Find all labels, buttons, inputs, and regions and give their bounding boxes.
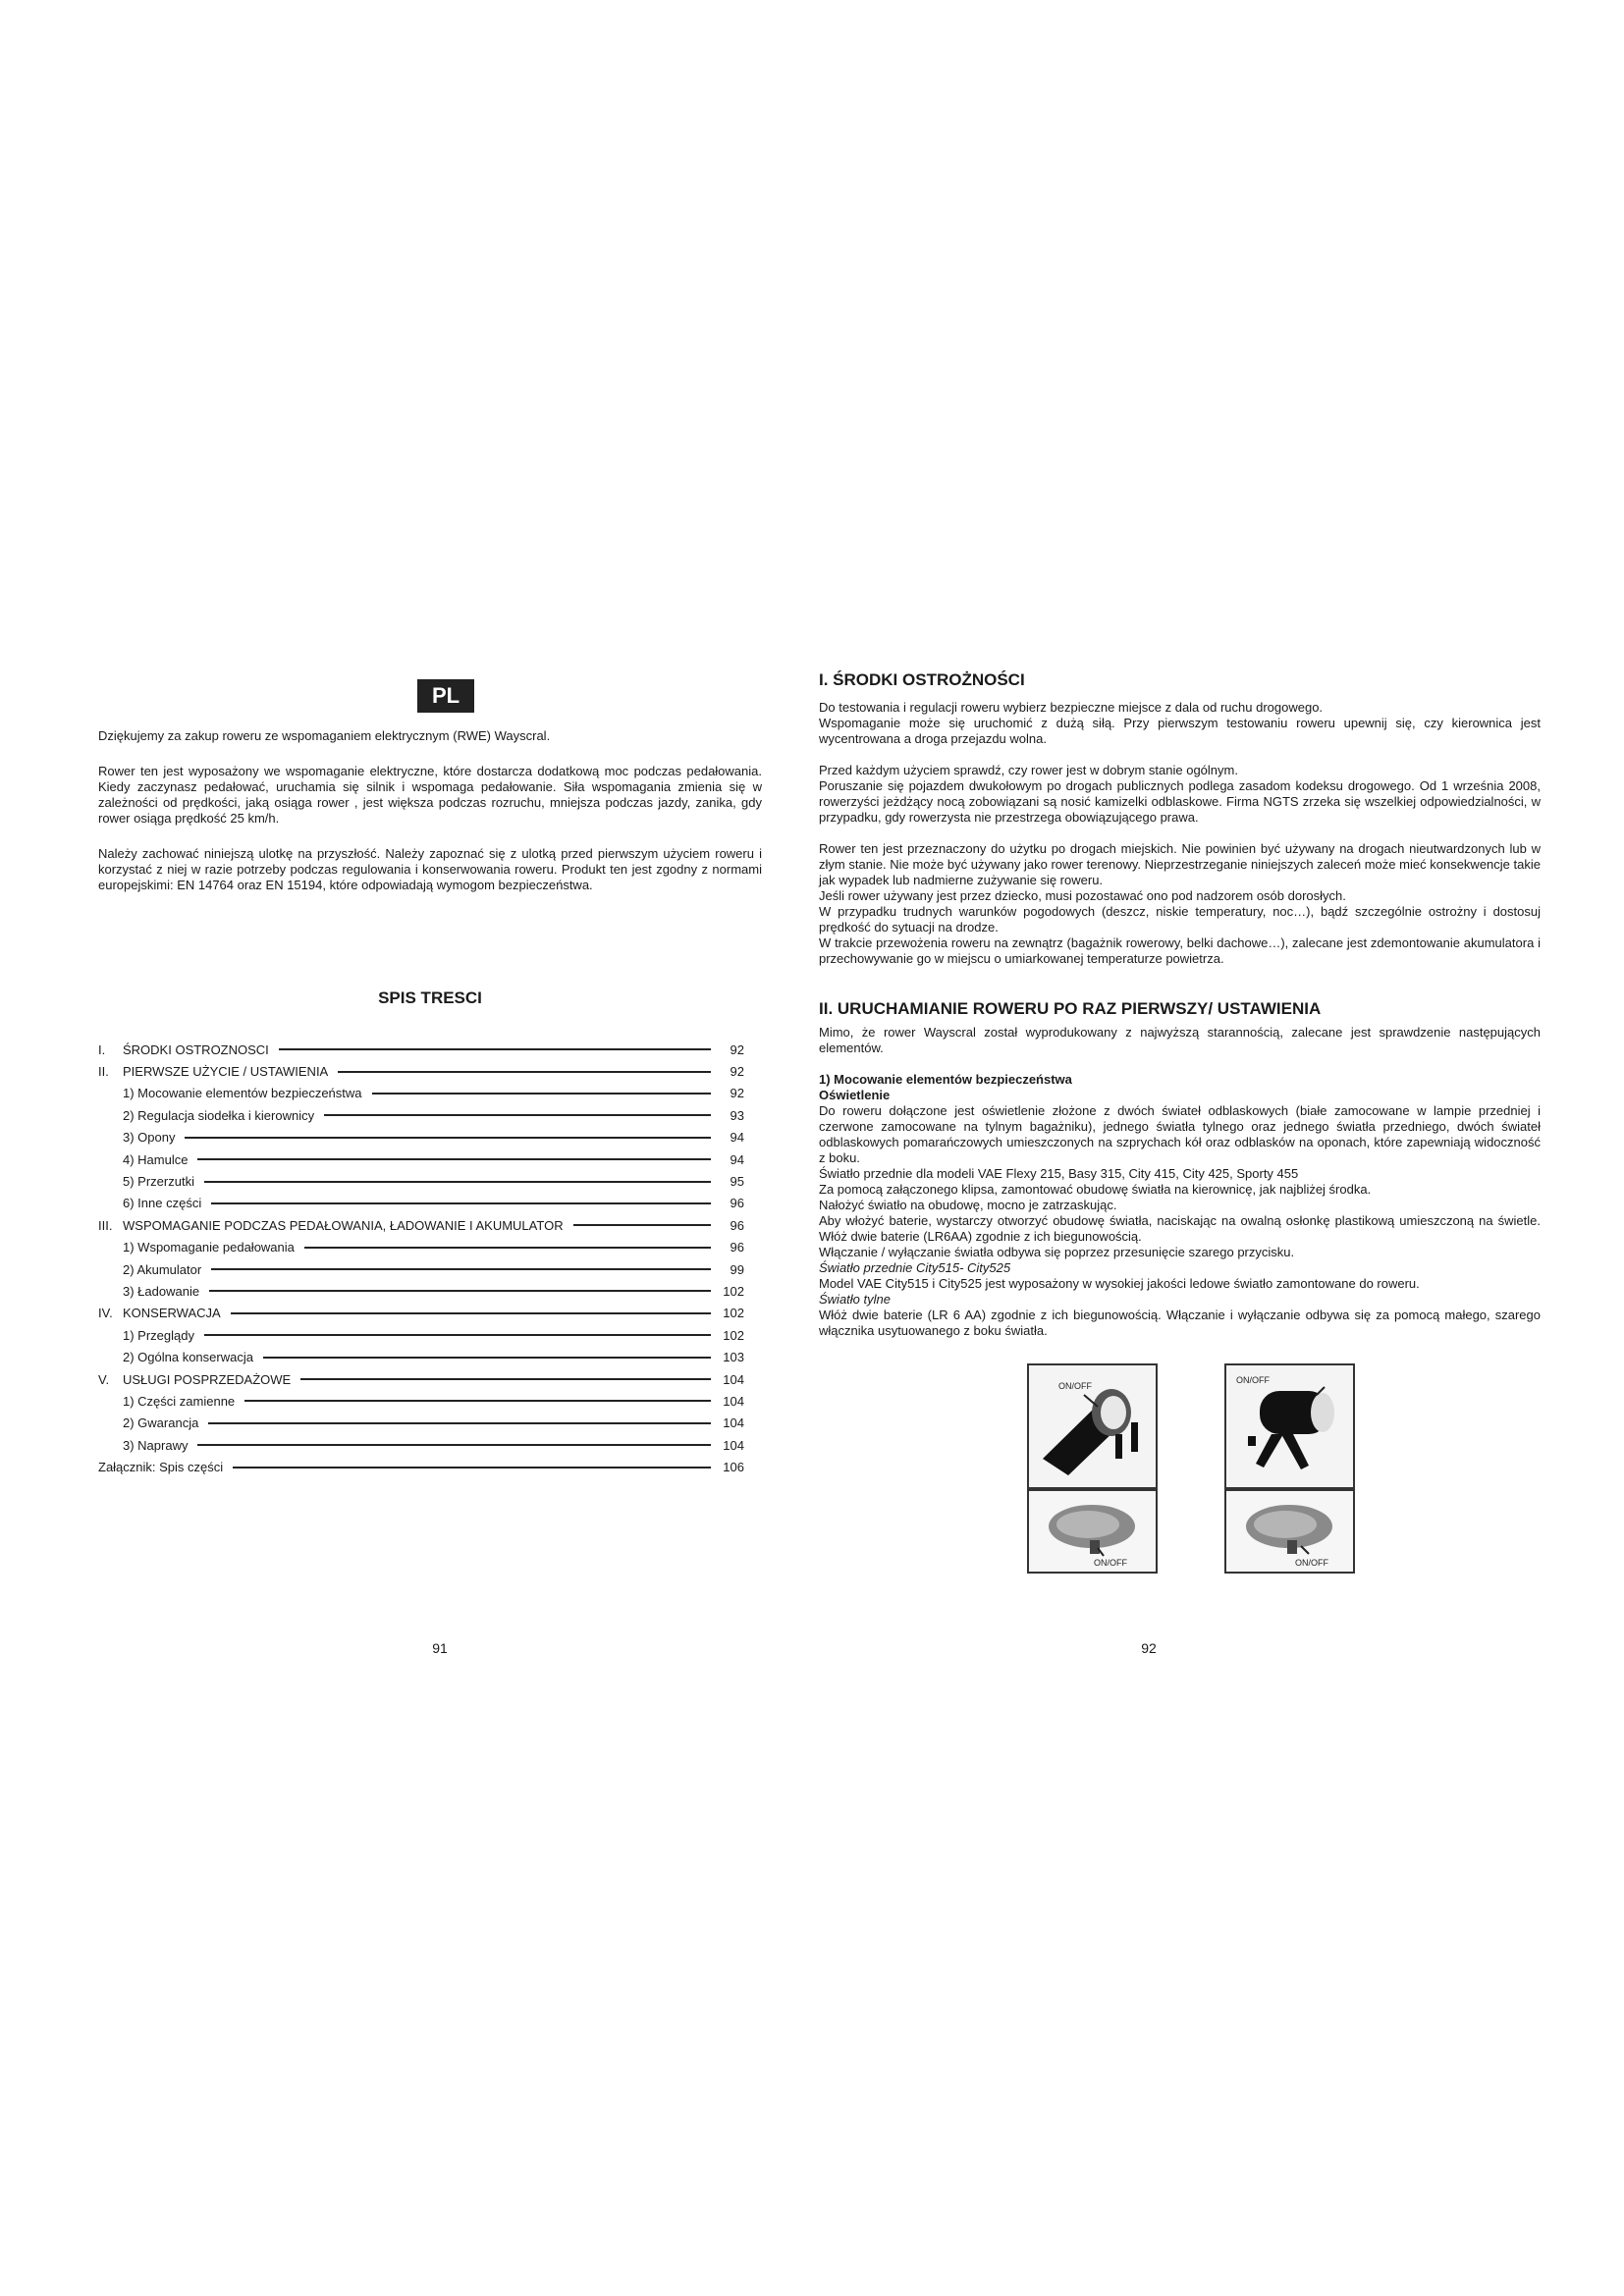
toc-leader-line [211, 1268, 711, 1270]
subsection-1-title: 1) Mocowanie elementów bezpieczeństwa [819, 1072, 1072, 1087]
section-1-paragraph: Rower ten jest przeznaczony do użytku po drogach miejskich. Nie powinien być używany na drogach nieutwardzonych lub w złym stanie. Nie może być używany jako rower terenowy. Nieprzestrzeganie niniejszych zaleceń może mieć konsekwencje takie jak wypadek lub nadmierne zużywanie się roweru. [819, 841, 1541, 887]
toc-row [98, 1237, 744, 1258]
toc-leader-line [204, 1181, 711, 1183]
toc-label: 3) Ładowanie [123, 1283, 200, 1299]
toc-label: Załącznik: Spis części [98, 1460, 224, 1475]
toc-number: IV. [98, 1306, 113, 1321]
section-1-body [819, 700, 1541, 967]
lighting-heading: Oświetlenie [819, 1088, 891, 1102]
toc-row [98, 1413, 744, 1434]
toc-page: 92 [730, 1086, 744, 1101]
toc-page: 104 [723, 1393, 744, 1409]
toc-leader-line [304, 1247, 711, 1249]
toc-leader-line [263, 1357, 711, 1359]
lighting-paragraph: Włóż dwie baterie (LR 6 AA) zgodnie z ich biegunowością. Włączanie i wyłączanie odbywa się za pomocą małego, szarego włącznika usytuowanego z boku światła. [819, 1308, 1541, 1338]
toc-label: 1) Przeglądy [123, 1327, 194, 1343]
toc-label: 2) Akumulator [123, 1261, 202, 1277]
section-1-paragraph: Do testowania i regulacji roweru wybierz bezpieczne miejsce z dala od ruchu drogowego. [819, 700, 1324, 715]
toc-row [98, 1280, 744, 1302]
toc-page: 104 [723, 1371, 744, 1387]
intro-paragraph-3: Należy zachować niniejszą ulotkę na przyszłość. Należy zapoznać się z ulotką przed pierwszym użyciem roweru i korzystać z niej w razie potrzeby podczas regulowania i konserwowania roweru. Produkt ten jest zgodny z normami europejskimi: EN 14764 oraz EN 15194, które odpowiadają wymogom bezpieczeństwa. [98, 846, 762, 892]
on-off-label: ON/OFF [1094, 1558, 1127, 1568]
toc-leader-line [204, 1334, 711, 1336]
toc-leader-line [209, 1290, 711, 1292]
lighting-paragraph: Aby włożyć baterie, wystarczy otworzyć obudowę światła, naciskając na owalną osłonkę plastikową umieszczoną na świetle. Włóż dwie baterie (LR6AA) zgodnie z ich biegunowością. [819, 1213, 1541, 1244]
section-2-intro: Mimo, że rower Wayscral został wyprodukowany z najwyższą starannością, zalecane jest sprawdzenie następujących elementów. [819, 1025, 1541, 1055]
toc-page: 102 [723, 1327, 744, 1343]
toc-page: 92 [730, 1041, 744, 1057]
lighting-paragraph: Nałożyć światło na obudowę, mocno je zatrzaskując. [819, 1198, 1117, 1212]
lighting-paragraph: Światło tylne [819, 1292, 891, 1307]
toc-label: ŚRODKI OSTROZNOSCI [123, 1041, 269, 1057]
toc-number: V. [98, 1371, 110, 1387]
toc-label: PIERWSZE UŻYCIE / USTAWIENIA [123, 1064, 329, 1080]
table-of-contents [98, 1039, 744, 1478]
toc-label: WSPOMAGANIE PODCZAS PEDAŁOWANIA, ŁADOWANIE I AKUMULATOR [123, 1217, 564, 1233]
front-light-photo-2 [1224, 1363, 1355, 1489]
intro-paragraph-2: Rower ten jest wyposażony we wspomaganie elektryczne, które dostarcza dodatkową moc podczas pedałowania. Kiedy zaczynasz pedałować, uruchamia się silnik i wspomaga pedałowanie. Siła wspomagania zmienia się w zależności od prędkości, jaką osiąga rower , jest większa podczas rozruchu, mniejsza podczas jazdy, zanika, gdy rower osiąga prędkość 25 km/h. [98, 764, 762, 826]
lighting-text [819, 1103, 1541, 1339]
page-number-left: 91 [432, 1640, 448, 1656]
toc-leader-line [573, 1224, 711, 1226]
toc-label: 1) Mocowanie elementów bezpieczeństwa [123, 1086, 362, 1101]
toc-row [98, 1303, 744, 1324]
toc-label: 2) Ogólna konserwacja [123, 1350, 253, 1365]
toc-leader-line [197, 1444, 711, 1446]
toc-number: II. [98, 1064, 109, 1080]
toc-label: 1) Wspomaganie pedałowania [123, 1240, 295, 1255]
toc-label: 3) Opony [123, 1130, 176, 1146]
toc-row [98, 1346, 744, 1367]
toc-page: 94 [730, 1130, 744, 1146]
section-1-paragraph: Jeśli rower używany jest przez dziecko, musi pozostawać ono pod nadzorem osób dorosłych. [819, 888, 1346, 903]
toc-page: 94 [730, 1151, 744, 1167]
toc-label: 4) Hamulce [123, 1151, 189, 1167]
section-1-paragraph: W trakcie przewożenia roweru na zewnątrz (bagażnik rowerowy, belki dachowe…), zalecane jest zdemontowanie akumulatora i przechowywanie go w miejscu o umiarkowanej temperaturze powietrza. [819, 935, 1541, 966]
toc-label: USŁUGI POSPRZEDAŻOWE [123, 1371, 292, 1387]
toc-row [98, 1148, 744, 1170]
toc-page: 92 [730, 1064, 744, 1080]
toc-leader-line [300, 1378, 711, 1380]
toc-leader-line [211, 1202, 711, 1204]
section-1-paragraph: Wspomaganie może się uruchomić z dużą siłą. Przy pierwszym testowaniu roweru upewnij się, czy kierownica jest wycentrowana a droga przejazdu wolna. [819, 716, 1541, 746]
toc-row [98, 1214, 744, 1236]
toc-row [98, 1127, 744, 1148]
toc-page: 96 [730, 1196, 744, 1211]
section-2-title: II. URUCHAMIANIE ROWERU PO RAZ PIERWSZY/ USTAWIENIA [819, 999, 1322, 1018]
toc-label: 2) Gwarancja [123, 1415, 199, 1431]
lighting-paragraph: Światło przednie dla modeli VAE Flexy 215, Basy 315, City 415, City 425, Sporty 455 [819, 1166, 1299, 1181]
toc-page: 96 [730, 1217, 744, 1233]
rear-light-photo-2 [1224, 1489, 1355, 1574]
toc-leader-line [197, 1158, 711, 1160]
toc-page: 102 [723, 1283, 744, 1299]
toc-page: 106 [723, 1460, 744, 1475]
section-1-paragraph: W przypadku trudnych warunków pogodowych (deszcz, niskie temperatury, noc…), bądź szczególnie ostrożny i dostosuj prędkość do sytuacji na drodze. [819, 904, 1541, 934]
toc-leader-line [244, 1400, 711, 1402]
toc-row [98, 1060, 744, 1082]
section-1-title: I. ŚRODKI OSTROŻNOŚCI [819, 670, 1025, 689]
lighting-paragraph: Włączanie / wyłączanie światła odbywa się poprzez przesunięcie szarego przycisku. [819, 1245, 1295, 1259]
toc-label: KONSERWACJA [123, 1306, 221, 1321]
toc-row [98, 1039, 744, 1060]
toc-page: 103 [723, 1350, 744, 1365]
toc-row [98, 1368, 744, 1390]
toc-label: 6) Inne części [123, 1196, 202, 1211]
intro-paragraph-1: Dziękujemy za zakup roweru ze wspomaganiem elektrycznym (RWE) Wayscral. [98, 728, 551, 743]
toc-page: 93 [730, 1107, 744, 1123]
toc-page: 95 [730, 1174, 744, 1190]
toc-row [98, 1390, 744, 1412]
toc-page: 104 [723, 1437, 744, 1453]
toc-leader-line [185, 1137, 711, 1139]
toc-row [98, 1324, 744, 1346]
toc-label: 5) Przerzutki [123, 1174, 194, 1190]
on-off-label: ON/OFF [1295, 1558, 1328, 1568]
toc-number: I. [98, 1041, 106, 1057]
toc-page: 99 [730, 1261, 744, 1277]
toc-leader-line [324, 1114, 711, 1116]
toc-row [98, 1456, 744, 1477]
toc-leader-line [338, 1071, 711, 1073]
toc-row [98, 1083, 744, 1104]
lighting-paragraph: Model VAE City515 i City525 jest wyposażony w wysokiej jakości ledowe światło zamontowane do roweru. [819, 1276, 1420, 1291]
section-1-paragraph: Przed każdym użyciem sprawdź, czy rower jest w dobrym stanie ogólnym. [819, 763, 1238, 777]
toc-page: 102 [723, 1306, 744, 1321]
language-badge: PL [417, 679, 474, 713]
front-light-photo-1 [1027, 1363, 1158, 1489]
toc-title: SPIS TRESCI [378, 988, 482, 1007]
on-off-label: ON/OFF [1236, 1375, 1270, 1385]
lighting-paragraph: Do roweru dołączone jest oświetlenie złożone z dwóch świateł odblaskowych (białe zamocowane w lampie przedniej i czerwone zamocowane na tylnym bagażniku), jednego światła tylnego oraz jednego światła przedniego, dwóch świateł odblaskowych pomarańczowych umieszczonych na szprychach kół oraz odblasków na oponach, które zapewniają widoczność z boku. [819, 1103, 1541, 1165]
lighting-paragraph: Za pomocą załączonego klipsa, zamontować obudowę światła na kierownicę, jak najbliżej środka. [819, 1182, 1372, 1197]
right-page [812, 0, 1624, 2296]
toc-row [98, 1434, 744, 1456]
toc-number: III. [98, 1217, 113, 1233]
toc-page: 96 [730, 1240, 744, 1255]
page-number-right: 92 [1141, 1640, 1157, 1656]
intro-text [98, 728, 762, 913]
toc-leader-line [231, 1312, 711, 1314]
on-off-label: ON/OFF [1058, 1381, 1092, 1391]
toc-leader-line [279, 1048, 711, 1050]
toc-label: 2) Regulacja siodełka i kierownicy [123, 1107, 315, 1123]
toc-row [98, 1170, 744, 1192]
rear-light-photo-1 [1027, 1489, 1158, 1574]
toc-row [98, 1258, 744, 1280]
toc-page: 104 [723, 1415, 744, 1431]
toc-leader-line [208, 1422, 711, 1424]
toc-row [98, 1104, 744, 1126]
section-2-body [819, 1025, 1541, 1339]
toc-label: 3) Naprawy [123, 1437, 189, 1453]
toc-row [98, 1193, 744, 1214]
section-1-paragraph: Poruszanie się pojazdem dwukołowym po drogach publicznych podlega zasadom kodeksu drogowego. Od 1 września 2008, rowerzyści jeżdżący nocą zobowiązani są nosić kamizelki odblaskowe. Firma NGTS zrzeka się wszelkiej odpowiedzialności, w przypadku, gdy rowerzysta nie przestrzega obowiązującego prawa. [819, 778, 1541, 825]
lighting-paragraph: Światło przednie City515- City525 [819, 1260, 1011, 1275]
toc-leader-line [233, 1467, 711, 1468]
toc-leader-line [372, 1093, 711, 1095]
toc-label: 1) Części zamienne [123, 1393, 236, 1409]
